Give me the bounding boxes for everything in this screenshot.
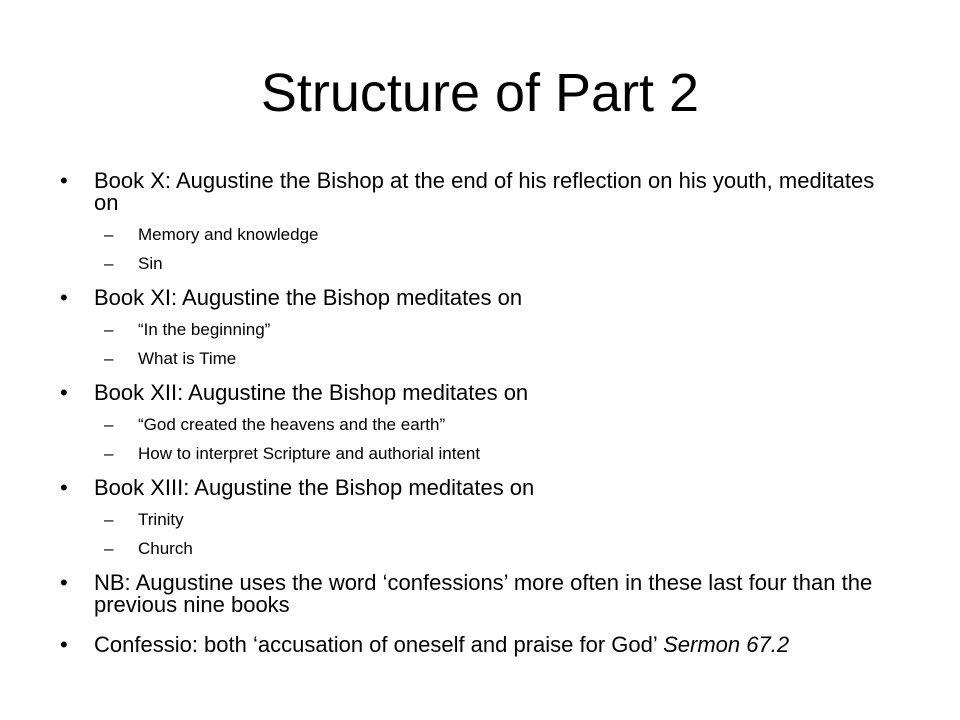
bullet-marker: •: [60, 475, 68, 500]
sub-list-book-x: [58, 226, 898, 273]
sub-item-text: “God created the heavens and the earth”: [138, 415, 446, 434]
bullet-book-xii: [58, 382, 898, 404]
dash-marker: –: [104, 349, 114, 368]
dash-marker: –: [104, 225, 114, 244]
sub-list-book-xi: [58, 321, 898, 368]
sermon-citation: Sermon 67.2: [663, 632, 790, 657]
dash-marker: –: [104, 415, 114, 434]
sub-item: [58, 321, 898, 339]
bullet-text: Confessio: both ‘accusation of oneself and praise for God’: [94, 632, 657, 657]
bullet-marker: •: [60, 570, 68, 595]
bullet-marker: •: [60, 285, 68, 310]
sub-item-text: Sin: [138, 254, 163, 273]
sub-item: [58, 416, 898, 434]
bullet-marker: •: [60, 380, 68, 405]
slide-content: [58, 170, 898, 674]
bullet-book-xiii: [58, 477, 898, 499]
sub-item: [58, 540, 898, 558]
dash-marker: –: [104, 510, 114, 529]
sub-item: [58, 350, 898, 368]
sub-list-book-xiii: [58, 511, 898, 558]
sub-item: [58, 255, 898, 273]
bullet-text: Book X: Augustine the Bishop at the end of his reflection on his youth, meditates on: [94, 168, 875, 215]
slide-title: Structure of Part 2: [260, 63, 700, 123]
sub-item-text: Church: [138, 539, 193, 558]
bullet-nb: [58, 572, 898, 616]
sub-item-text: “In the beginning”: [138, 320, 271, 339]
dash-marker: –: [104, 539, 114, 558]
sub-item-text: Trinity: [138, 510, 184, 529]
dash-marker: –: [104, 320, 114, 339]
bullet-book-x: [58, 170, 898, 214]
bullet-marker: •: [60, 632, 68, 657]
dash-marker: –: [104, 254, 114, 273]
bullet-confessio: [58, 634, 898, 656]
bullet-text: Book XI: Augustine the Bishop meditates on: [94, 285, 523, 310]
bullet-text: Book XIII: Augustine the Bishop meditates on: [94, 475, 535, 500]
sub-item-text: What is Time: [138, 349, 237, 368]
bullet-marker: •: [60, 168, 68, 193]
bullet-text: NB: Augustine uses the word ‘confessions’ more often in these last four than the previous nine books: [94, 570, 873, 617]
sub-list-book-xii: [58, 416, 898, 463]
sub-item-text: Memory and knowledge: [138, 225, 319, 244]
bullet-book-xi: [58, 287, 898, 309]
sub-item: [58, 226, 898, 244]
dash-marker: –: [104, 444, 114, 463]
sub-item: [58, 511, 898, 529]
sub-item: [58, 445, 898, 463]
bullet-text: Book XII: Augustine the Bishop meditates on: [94, 380, 529, 405]
sub-item-text: How to interpret Scripture and authorial intent: [138, 444, 481, 463]
